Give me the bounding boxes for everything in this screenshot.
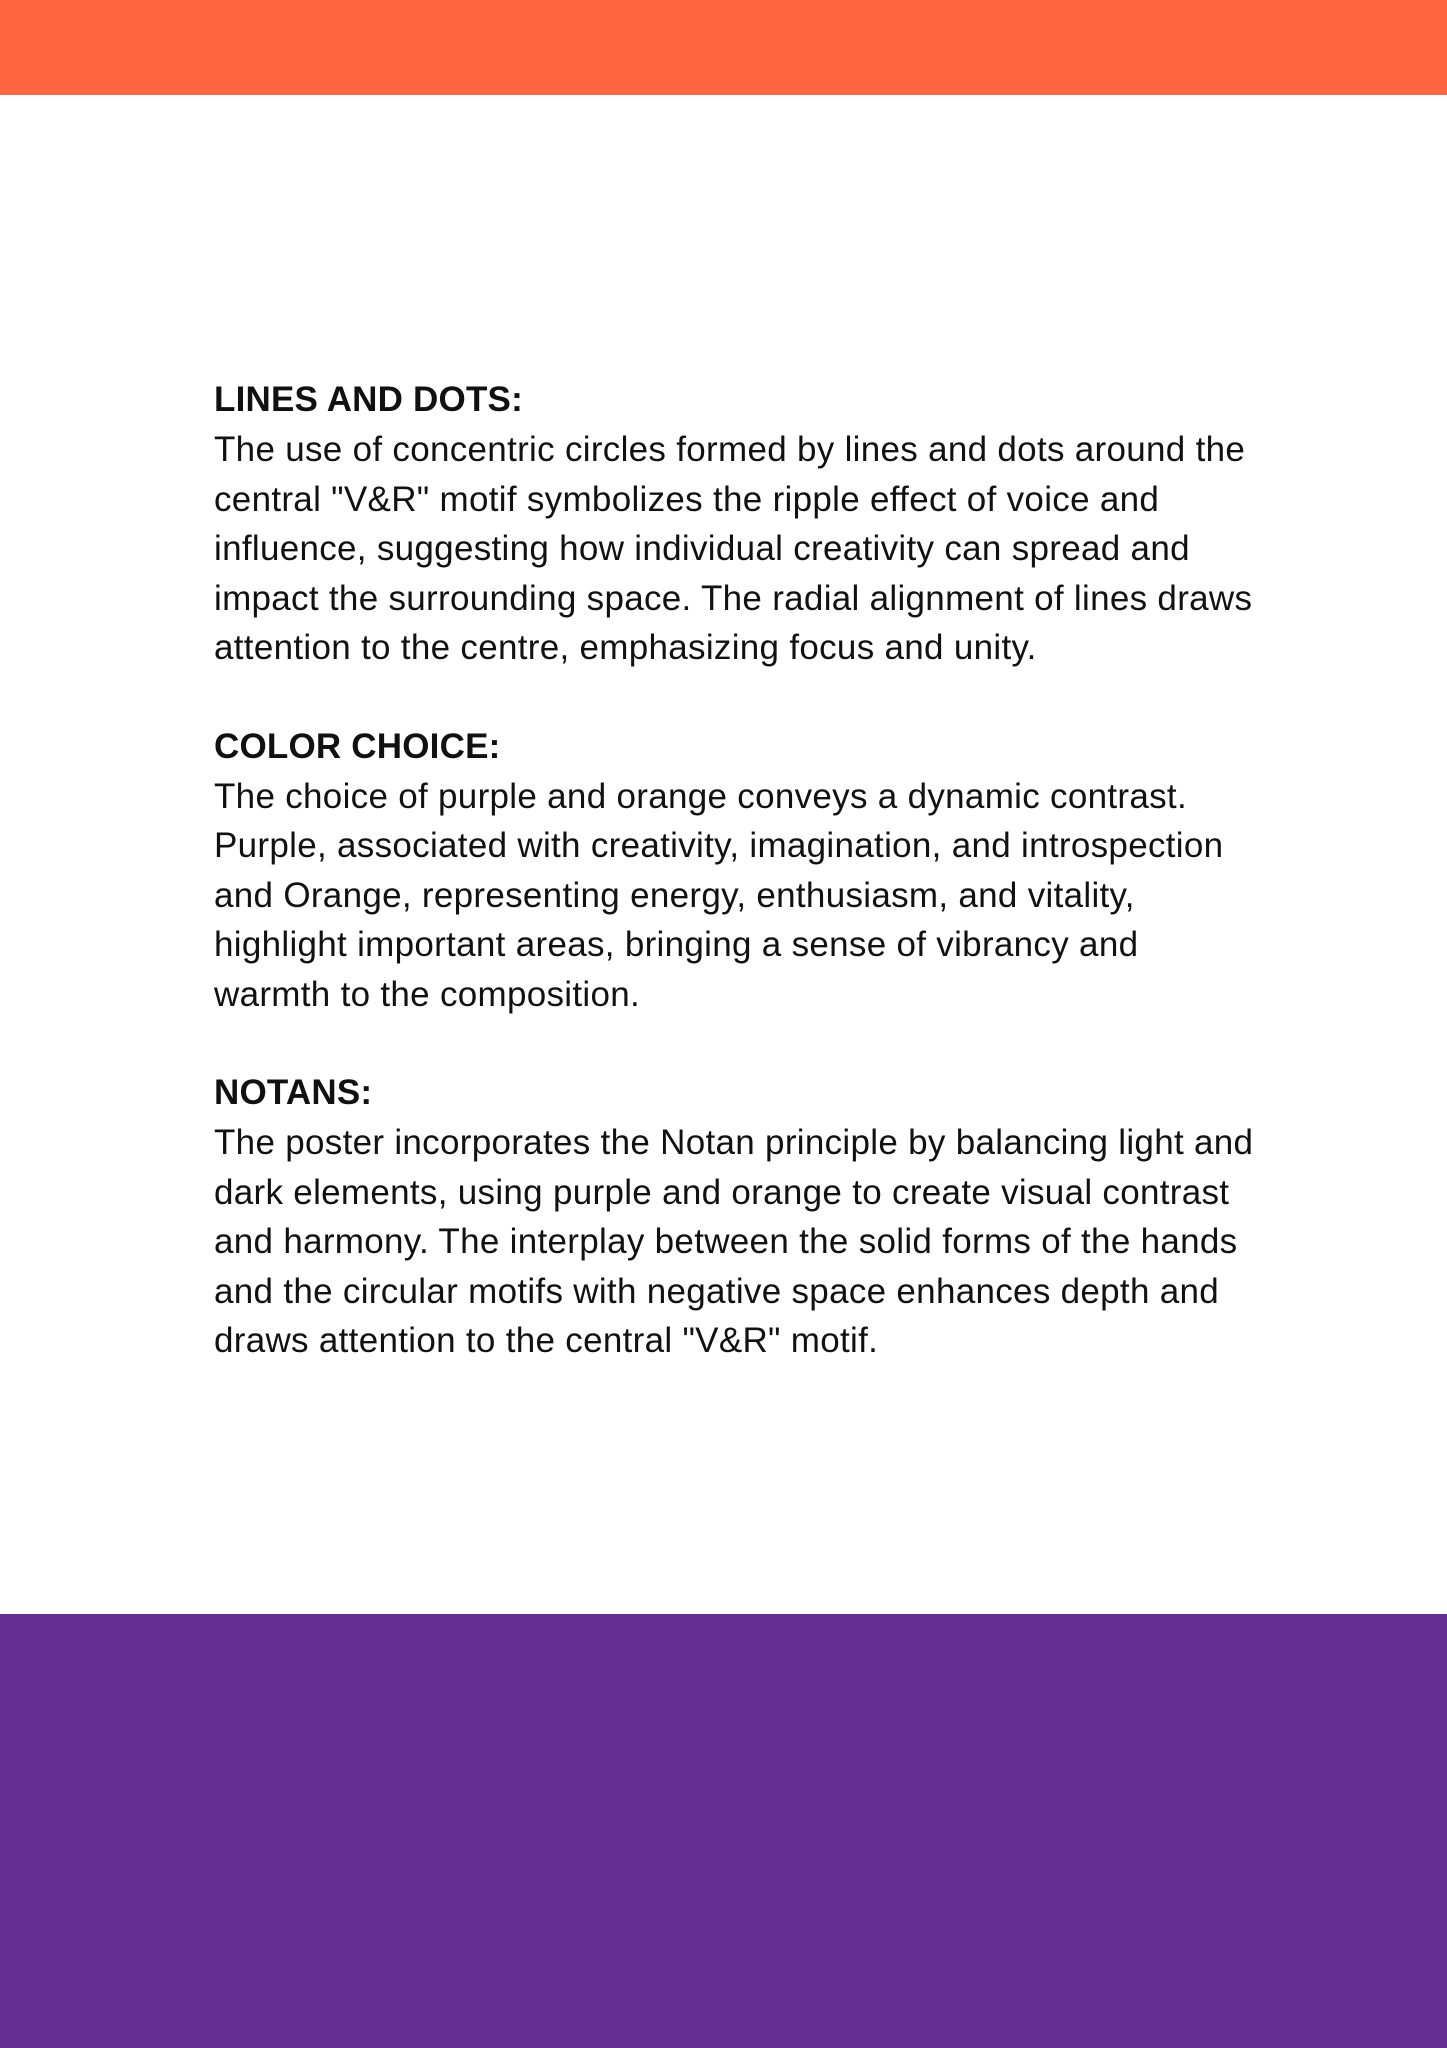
section-lines-and-dots	[214, 375, 1254, 673]
section-notans	[214, 1068, 1254, 1366]
section-heading: COLOR CHOICE:	[214, 726, 501, 766]
section-color-choice	[214, 722, 1254, 1020]
section-body: The poster incorporates the Notan principle by balancing light and dark elements, using purple and orange to create visual contrast and harmony. The interplay between the solid forms of the hands and the circular motifs with negative space enhances depth and draws attention to the central "V&R" motif.	[214, 1123, 1254, 1360]
section-heading: LINES AND DOTS:	[214, 380, 523, 419]
top-color-band	[0, 0, 1447, 95]
bottom-color-band	[0, 1614, 1447, 2048]
section-body: The use of concentric circles formed by lines and dots around the central "V&R" motif symbolizes the ripple effect of voice and influence, suggesting how individual creativity can spread and impact the surrounding space. The radial alignment of lines draws attention to the centre, emphasizing focus and unity.	[214, 430, 1253, 667]
document-content	[214, 375, 1254, 1415]
section-body: The choice of purple and orange conveys a dynamic contrast. Purple, associated with creativity, imagination, and introspection and Orange, representing energy, enthusiasm, and vitality, highlight important areas, bringing a sense of vibrancy and warmth to the composition.	[214, 776, 1224, 1014]
section-heading: NOTANS:	[214, 1073, 373, 1112]
